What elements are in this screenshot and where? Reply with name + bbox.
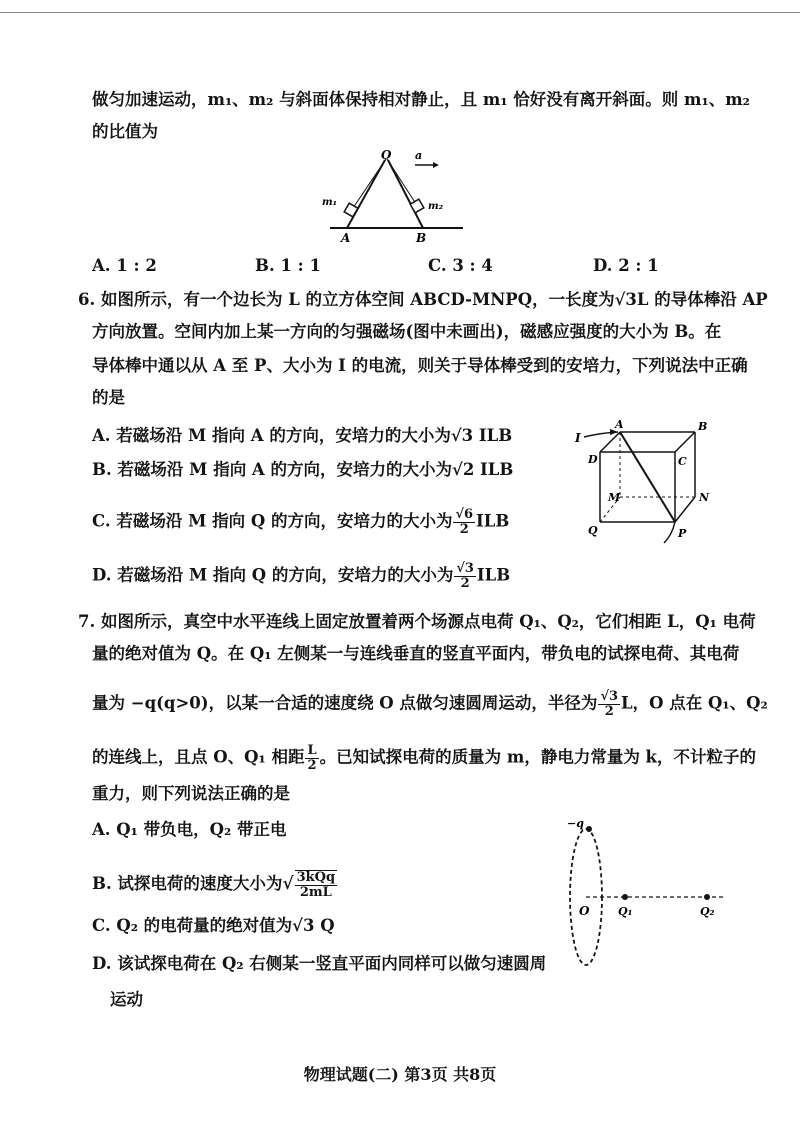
q7-test-charge-dot xyxy=(586,826,592,832)
q5-label-point-b: B xyxy=(416,231,427,245)
q7-stem-line-4-text: 的连线上，且点 O、Q₁ 相距 xyxy=(92,747,305,767)
q6-lead-out xyxy=(664,522,675,543)
q7-label-q2: Q₂ xyxy=(700,905,715,918)
q6-label-d: D xyxy=(588,453,598,466)
q5-right-incline xyxy=(388,160,423,228)
q6-cube-figure xyxy=(570,415,720,555)
q5-accel-arrowhead xyxy=(433,162,439,168)
q6-label-p: P xyxy=(678,527,687,540)
q7-charge-figure xyxy=(555,815,730,975)
q6-option-a: A. 若磁场沿 M 指向 A 的方向，安培力的大小为√3 ILB xyxy=(92,426,513,445)
q7-stem-line-4 xyxy=(92,744,756,772)
q7-stem-line-5: 重力，则下列说法正确的是 xyxy=(92,784,290,803)
q7-label-o: O xyxy=(579,904,590,918)
q5-block-m2 xyxy=(410,199,424,213)
q5-option-c: C. 3 : 4 xyxy=(428,256,493,275)
q6-label-n: N xyxy=(699,491,710,504)
q7-q2-dot xyxy=(704,894,710,900)
q6-label-a: A xyxy=(615,418,624,431)
q5-option-a: A. 1 : 2 xyxy=(92,256,157,275)
q5-text-line-2: 的比值为 xyxy=(92,122,158,141)
q6-option-c-fraction: $\frac{√6}{2}$ xyxy=(455,507,474,537)
q7-label-charge: −q xyxy=(567,817,584,830)
q7-option-d-line-2: 运动 xyxy=(110,990,143,1009)
q5-option-b: B. 1 : 1 xyxy=(255,256,321,275)
q5-left-string xyxy=(351,159,386,211)
q6-rod-ap xyxy=(620,432,675,522)
q5-incline-figure xyxy=(320,145,470,245)
q7-velocity-fraction: $\frac{\text{3kQq}}{2mL}$ xyxy=(296,870,336,900)
q7-option-c: C. Q₂ 的电荷量的绝对值为√3 Q xyxy=(92,916,335,935)
q6-stem-line-3: 导体棒中通以从 A 至 P、大小为 I 的电流，则关于导体棒受到的安培力，下列说法中正确 xyxy=(92,356,748,375)
q5-label-point-a: A xyxy=(341,231,351,245)
q6-option-b: B. 若磁场沿 M 指向 A 的方向，安培力的大小为√2 ILB xyxy=(92,460,514,479)
q7-q1-dot xyxy=(622,894,628,900)
q7-option-b-text: B. 试探电荷的速度大小为 xyxy=(92,874,283,894)
q6-option-d-unit: ILB xyxy=(476,565,511,585)
q5-text-line-1: 做匀加速运动，m₁、m₂ 与斜面体保持相对静止，且 m₁ 恰好没有离开斜面。则 m₁、m₂ xyxy=(92,90,750,109)
q6-stem-line-2: 方向放置。空间内加上某一方向的匀强磁场(图中未画出)，磁感应强度的大小为 B。在 xyxy=(92,322,722,341)
q5-label-m1: m₁ xyxy=(322,197,337,208)
page-footer: 物理试题(二) 第3页 共8页 xyxy=(303,1065,497,1084)
q5-left-incline xyxy=(347,160,385,228)
q6-stem-line-4: 的是 xyxy=(92,388,125,407)
q6-option-d-text: D. 若磁场沿 M 指向 Q 的方向，安培力的大小为 xyxy=(92,565,454,585)
q7-stem-line-4-tail: 。已知试探电荷的质量为 m，静电力常量为 k，不计粒子的 xyxy=(319,747,756,767)
q6-edge-cb xyxy=(675,432,695,452)
q5-label-o: O xyxy=(381,148,392,162)
q6-label-b: B xyxy=(698,420,708,433)
q7-radius-fraction: $\frac{√3}{2}$ xyxy=(600,689,619,719)
q6-option-c-unit: ILB xyxy=(476,511,510,531)
q6-label-i: I xyxy=(575,431,581,445)
q6-label-m: M xyxy=(608,491,621,504)
q6-label-c: C xyxy=(678,455,687,468)
q6-edge-pn xyxy=(675,497,695,522)
q6-option-c xyxy=(92,508,509,536)
q5-right-string xyxy=(387,159,418,207)
q7-option-d-line-1: D. 该试探电荷在 Q₂ 右侧某一竖直平面内同样可以做匀速圆周 xyxy=(92,954,547,973)
q5-label-m2: m₂ xyxy=(428,201,443,212)
q7-stem-line-3-text: 量为 −q(q>0)，以某一合适的速度绕 O 点做匀速圆周运动，半径为 xyxy=(92,693,598,713)
q7-stem-line-1: 7. 如图所示，真空中水平连线上固定放置着两个场源点电荷 Q₁、Q₂，它们相距 L，Q₁ 电荷 xyxy=(78,612,756,631)
q7-stem-line-3-tail: L，O 点在 Q₁、Q₂ xyxy=(621,693,768,713)
q6-option-d xyxy=(92,562,510,590)
q6-label-q: Q xyxy=(588,524,598,537)
q5-label-a: a xyxy=(415,149,423,162)
q7-stem-line-2: 量的绝对值为 Q。在 Q₁ 左侧某一与连线垂直的竖直平面内，带负电的试探电荷、其电荷 xyxy=(92,644,740,663)
q5-option-d: D. 2 : 1 xyxy=(593,256,659,275)
q6-option-d-fraction: $\frac{√3}{2}$ xyxy=(456,561,474,591)
q7-stem-line-3 xyxy=(92,690,768,718)
q5-block-m1 xyxy=(344,203,358,217)
q7-option-b: B. 试探电荷的速度大小为√ $\frac{\text{3kQq}}{2mL}$ xyxy=(92,870,336,900)
top-rule xyxy=(0,12,800,13)
q7-option-a: A. Q₁ 带负电，Q₂ 带正电 xyxy=(92,820,287,839)
q6-option-c-text: C. 若磁场沿 M 指向 Q 的方向，安培力的大小为 xyxy=(92,511,453,531)
q7-distance-fraction: $\frac{L}{2}$ xyxy=(307,743,317,773)
q7-label-q1: Q₁ xyxy=(618,905,633,918)
q6-stem-line-1: 6. 如图所示，有一个边长为 L 的立方体空间 ABCD-MNPQ，一长度为√3L 的导体棒沿 AP xyxy=(78,290,768,309)
